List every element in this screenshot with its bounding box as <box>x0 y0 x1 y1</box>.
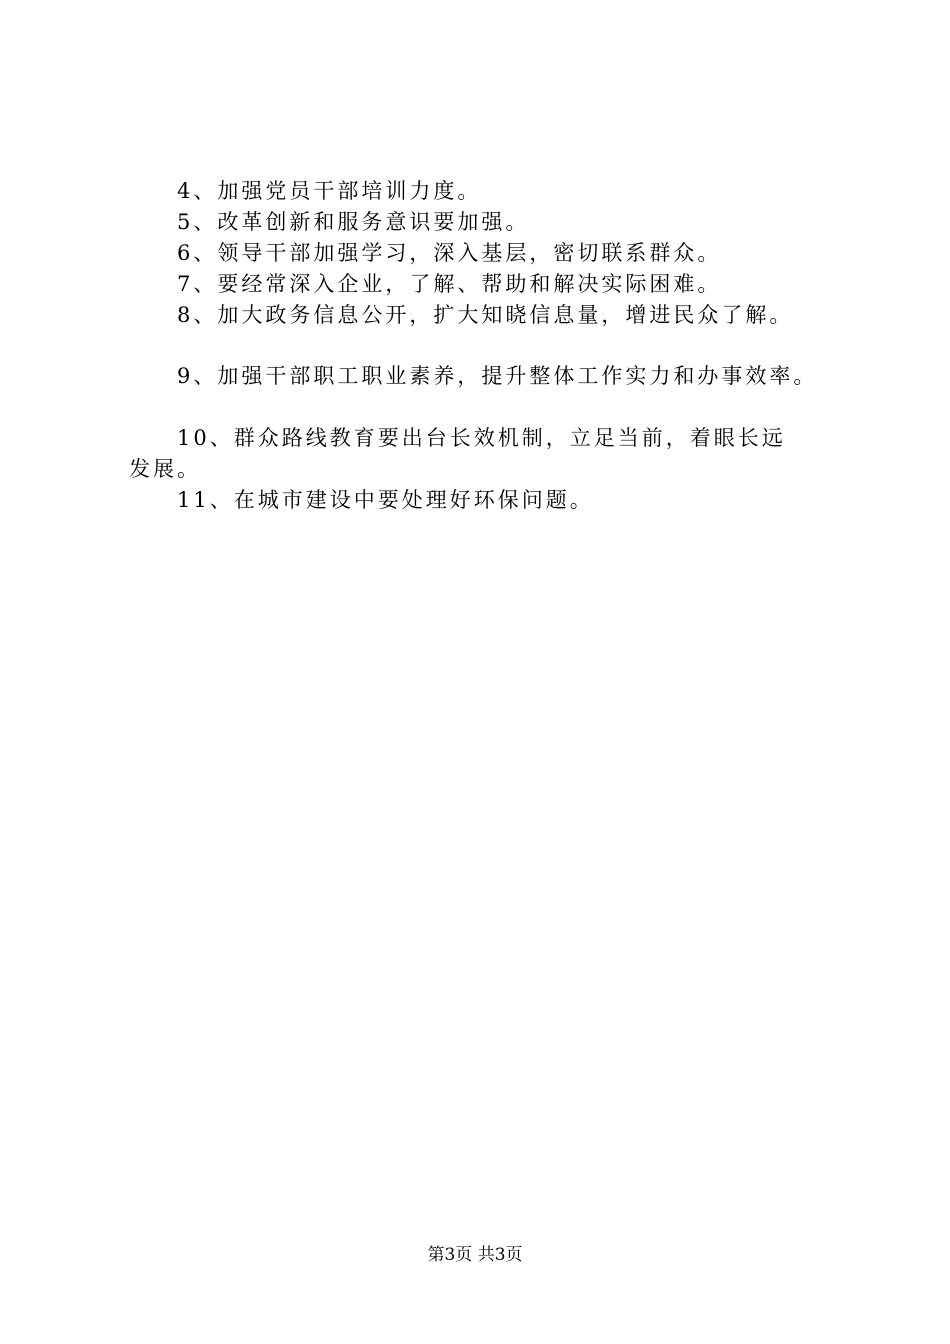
list-item: 5、改革创新和服务意识要加强。 <box>177 210 530 234</box>
list-item: 11、在城市建设中要处理好环保问题。 <box>177 488 594 512</box>
list-item: 10、群众路线教育要出台长效机制，立足当前，着眼长远 <box>177 426 786 450</box>
page-number-footer: 第3页 共3页 <box>427 1245 523 1265</box>
list-item: 6、领导干部加强学习，深入基层，密切联系群众。 <box>177 241 722 265</box>
list-item: 4、加强党员干部培训力度。 <box>177 179 482 203</box>
list-item: 7、要经常深入企业，了解、帮助和解决实际困难。 <box>177 272 722 296</box>
list-item: 8、加大政务信息公开，扩大知晓信息量，增进民众了解。 <box>177 303 794 327</box>
list-item-continuation: 发展。 <box>129 457 201 481</box>
list-item: 9、加强干部职工职业素养，提升整体工作实力和办事效率。 <box>177 364 818 388</box>
